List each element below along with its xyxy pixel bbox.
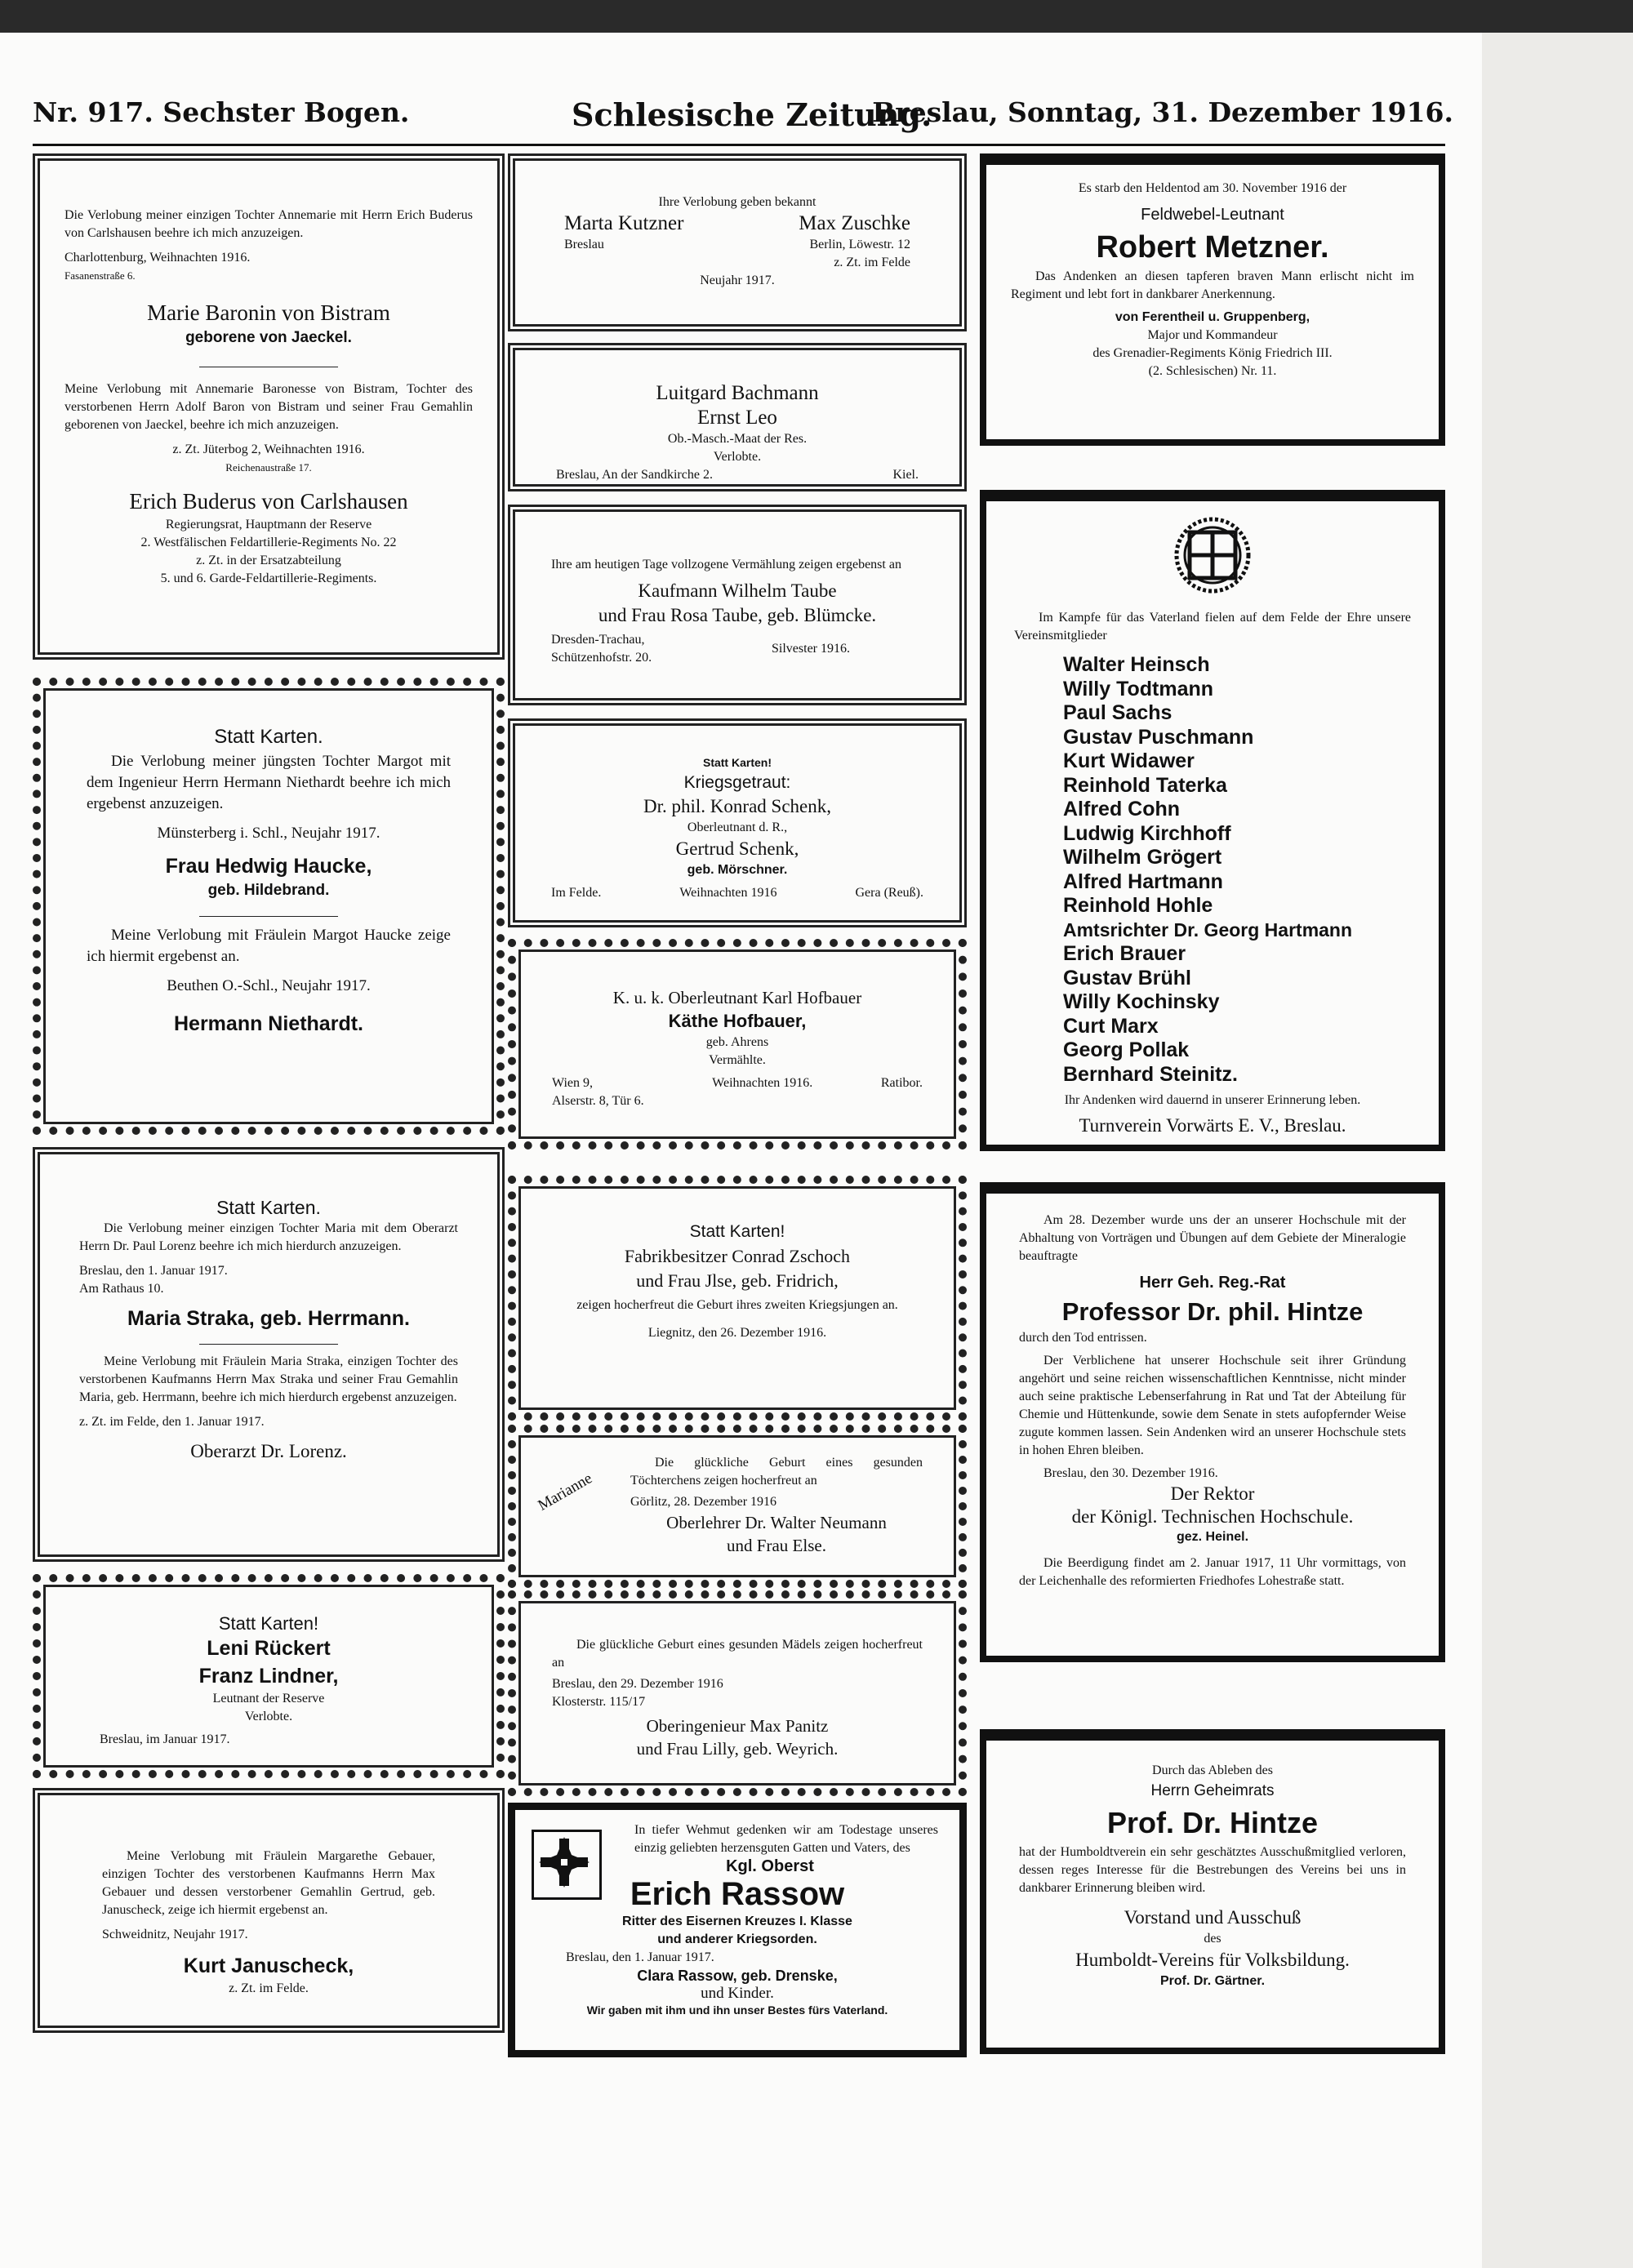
- ad-text-2: Meine Verlobung mit Fräulein Margot Haucke zeige ich hiermit ergebenst an.: [87, 927, 451, 965]
- ad-subtitle: Kriegsgetraut:: [683, 773, 791, 792]
- ad-name-2: Gertrud Schenk,: [675, 838, 799, 859]
- ad-text: Die glückliche Geburt eines gesunden Mädels zeigen hocherfreut an: [552, 1638, 923, 1670]
- ad-rank: Leutnant der Reserve: [212, 1692, 325, 1705]
- ad-signer-2: und Kinder.: [701, 1985, 774, 2002]
- ad-honor: Ritter des Eisernen Kreuzes I. Klasse: [622, 1914, 852, 1928]
- turner-cross-icon: [1173, 516, 1252, 594]
- fallen-member: Ludwig Kirchhoff: [1063, 821, 1231, 845]
- ad-name: Oberlehrer Dr. Walter Neumann: [666, 1513, 887, 1532]
- ad-text-2: Der Verblichene hat unserer Hochschule seit ihrer Gründung angehört und seine reichen wissenschaftlichen Kenntnisse, nicht minder auch seine praktische Lebenserfahrung in Rat und Tat der Abteilung für Chemie und Hüttenkunde, sowie dem Senate in stets aufopfernder Weise zugute kommen lassen. Sein Andenken wird an unserer Hochschule stets in hohen Ehren bleiben.: [1019, 1354, 1406, 1457]
- ad-place: Breslau, den 1. Januar 1917.: [79, 1264, 228, 1278]
- ad-funeral: Die Beerdigung findet am 2. Januar 1917, 11 Uhr vormittags, von der Leichenhalle des reformierten Friedhofes Lohestraße statt.: [1019, 1556, 1406, 1588]
- ad-child-name: Marianne: [535, 1470, 595, 1514]
- ad-rank: Feldwebel-Leutnant: [1141, 206, 1284, 224]
- ad-location: Im Felde.: [551, 886, 602, 900]
- ad-signer: Clara Rassow, geb. Drenske,: [637, 1968, 838, 1984]
- ad-engagement-januscheck: [33, 1788, 505, 2033]
- ad-name: Maria Straka, geb. Herrmann.: [127, 1307, 410, 1330]
- ad-engagement-straka: [33, 1147, 505, 1562]
- ad-footer: Wir gaben mit ihm und ihn unser Bestes fürs Vaterland.: [586, 2003, 888, 2017]
- ad-text: hat der Humboldtverein ein sehr geschätztes Ausschußmitglied verloren, dessen reges Interesse für die Bestrebungen des Vereins bei uns in dankbarer Erinnerung bleiben wird.: [1019, 1845, 1406, 1895]
- ad-city: Breslau: [564, 238, 604, 251]
- fallen-member: Reinhold Taterka: [1063, 773, 1227, 797]
- ad-engagement-bachmann: [508, 343, 967, 491]
- ad-signer: Vorstand und Ausschuß: [1124, 1907, 1302, 1928]
- ad-signer-2: der Königl. Technischen Hochschule.: [1071, 1506, 1354, 1527]
- fallen-member: Gustav Puschmann: [1063, 725, 1254, 749]
- ad-intro: Ihre Verlobung geben bekannt: [658, 195, 816, 209]
- ad-signer: Der Rektor: [1170, 1483, 1255, 1504]
- ad-status: Verlobte.: [244, 1710, 293, 1723]
- ad-text-2: Meine Verlobung mit Fräulein Maria Straka, einzigen Tochter des verstorbenen Kaufmanns Herrn Max Straka und seiner Frau Gemahlin Maria, geb. Herrmann, beehre ich mich hierdurch ergebenst anzuzeigen.: [79, 1354, 458, 1404]
- ad-place: Görlitz, 28. Dezember 1916: [630, 1495, 777, 1509]
- ad-name: Professor Dr. phil. Hintze: [1061, 1297, 1364, 1326]
- ad-text: zeigen hocherfreut die Geburt ihres zweiten Kriegsjungen an.: [576, 1298, 898, 1312]
- ad-title-line: Regierungsrat, Hauptmann der Reserve: [165, 518, 372, 531]
- ad-text: Die glückliche Geburt eines gesunden Töchterchens zeigen hocherfreut an: [630, 1456, 923, 1488]
- ad-address: Berlin, Löwestr. 12: [809, 238, 910, 251]
- ad-text: Die Verlobung meiner einzigen Tochter Maria mit dem Oberarzt Herrn Dr. Paul Lorenz beehre ich mich hierdurch anzuzeigen.: [79, 1221, 458, 1253]
- ad-name: Prof. Dr. Hintze: [1106, 1806, 1319, 1839]
- ad-text: Die Verlobung meiner einzigen Tochter Annemarie mit Herrn Erich Buderus von Carlshausen beehre ich mich anzuzeigen.: [65, 208, 473, 240]
- ad-address: Am Rathaus 10.: [79, 1282, 164, 1296]
- ad-address: Alserstr. 8, Tür 6.: [552, 1094, 644, 1108]
- ad-signer-4: Prof. Dr. Gärtner.: [1159, 1974, 1266, 1988]
- fallen-member: Georg Pollak: [1063, 1038, 1190, 1061]
- ad-place: Breslau, im Januar 1917.: [100, 1732, 230, 1746]
- ad-place: Breslau, den 29. Dezember 1916: [552, 1677, 723, 1691]
- ad-name: Marta Kutzner: [564, 212, 684, 234]
- ad-place-2: z. Zt. Jüterbog 2, Weihnachten 1916.: [172, 442, 365, 456]
- fallen-member: Willy Kochinsky: [1063, 990, 1220, 1013]
- ad-status: Vermählte.: [709, 1053, 766, 1067]
- ad-intro: Es starb den Heldentod am 30. November 1916 der: [1078, 181, 1347, 195]
- ad-place: Breslau, den 1. Januar 1917.: [566, 1950, 714, 1964]
- ad-place: Breslau, An der Sandkirche 2.: [556, 468, 713, 482]
- ad-name-2: Käthe Hofbauer,: [668, 1011, 807, 1031]
- fallen-member: Alfred Hartmann: [1063, 869, 1223, 893]
- ad-name: Marie Baronin von Bistram: [147, 300, 390, 325]
- ad-signer-title: Major und Kommandeur: [1147, 328, 1278, 342]
- ad-nee: geb. Hildebrand.: [207, 882, 330, 899]
- ad-memorial-rassow: [508, 1803, 967, 2057]
- ad-intro: Durch das Ableben des: [1152, 1763, 1273, 1777]
- ad-city: Gera (Reuß).: [855, 886, 923, 900]
- ad-honor-2: und anderer Kriegsorden.: [657, 1932, 817, 1946]
- ad-name: Leni Rückert: [207, 1637, 331, 1660]
- ad-place: Liegnitz, den 26. Dezember 1916.: [647, 1326, 827, 1340]
- fallen-member: Bernhard Steinitz.: [1063, 1062, 1238, 1086]
- ad-name-2: und Frau Else.: [727, 1536, 826, 1555]
- ad-engagement-kutzner: [508, 153, 967, 331]
- ad-name-2: und Frau Lilly, geb. Weyrich.: [636, 1739, 839, 1759]
- ad-birth-zschoch: [508, 1176, 967, 1421]
- ad-engagement-rueckert: [33, 1574, 505, 1778]
- ad-obituary-turnverein: [980, 490, 1445, 1151]
- ad-name: Frau Hedwig Haucke,: [165, 855, 372, 878]
- ad-rank: Herr Geh. Reg.-Rat: [1139, 1274, 1286, 1292]
- ad-title: Statt Karten!: [689, 1222, 785, 1241]
- fallen-member: Erich Brauer: [1063, 942, 1186, 965]
- ad-wartime-wedding-schenk: [508, 718, 967, 927]
- ad-text-2: Meine Verlobung mit Annemarie Baronesse von Bistram, Tochter des verstorbenen Herrn Adolf Baron von Bistram und seiner Frau Gemahlin geborenen von Jaeckel, beehre ich mich anzuzeigen.: [65, 382, 473, 432]
- ad-text: Das Andenken an diesen tapferen braven Mann erlischt nicht im Regiment und lebt fort in dankbarer Anerkennung.: [1011, 269, 1414, 301]
- fallen-member: Wilhelm Grögert: [1063, 846, 1222, 869]
- ad-obituary-hintze-hochschule: [980, 1182, 1445, 1662]
- fallen-member: Reinhold Hohle: [1063, 894, 1213, 917]
- ad-name-2: Franz Lindner,: [198, 1665, 339, 1688]
- ad-nee: geb. Ahrens: [705, 1035, 769, 1049]
- fallen-member: Kurt Widawer: [1063, 749, 1195, 772]
- ad-address-2: Reichenaustraße 17.: [225, 461, 312, 474]
- ad-name: Fabrikbesitzer Conrad Zschoch: [624, 1246, 851, 1266]
- ad-intro: Im Kampfe für das Vaterland fielen auf dem Felde der Ehre unsere Vereinsmitglieder: [1014, 611, 1411, 643]
- fallen-member: Paul Sachs: [1063, 701, 1172, 724]
- issue-date: Breslau, Sonntag, 31. Dezember 1916.: [872, 96, 1453, 128]
- ad-engagement-bistram: [33, 153, 505, 660]
- header-rule: [33, 144, 1445, 146]
- page-edge-shadow: [1482, 0, 1633, 2268]
- ad-location: z. Zt. im Felde: [834, 256, 910, 269]
- ad-place: Schweidnitz, Neujahr 1917.: [102, 1928, 248, 1941]
- ad-rank: Herrn Geheimrats: [1150, 1782, 1275, 1799]
- ad-name: Erich Rassow: [630, 1876, 845, 1912]
- ad-name-2: und Frau Jlse, geb. Fridrich,: [636, 1270, 839, 1291]
- ad-place: Charlottenburg, Weihnachten 1916.: [65, 251, 251, 265]
- newspaper-title: Schlesische Zeitung.: [572, 96, 932, 133]
- ad-obituary-hintze-humboldt: [980, 1729, 1445, 2054]
- ad-city: Dresden-Trachau,: [551, 633, 645, 647]
- ad-rank: Ob.-Masch.-Maat der Res.: [667, 432, 808, 446]
- ad-name-2: Ernst Leo: [697, 407, 777, 429]
- ad-signer: Turnverein Vorwärts E. V., Breslau.: [1079, 1115, 1346, 1136]
- masthead: [33, 96, 1453, 144]
- ad-title: Statt Karten.: [216, 1197, 321, 1218]
- ad-subtitle: z. Zt. im Felde.: [229, 1981, 309, 1995]
- ad-memory-line: Ihr Andenken wird dauernd in unserer Erinnerung leben.: [1064, 1093, 1361, 1107]
- ad-title-line: 5. und 6. Garde-Feldartillerie-Regiments.: [160, 571, 377, 585]
- ad-address: Fasanenstraße 6.: [65, 269, 136, 282]
- fallen-member: Amtsrichter Dr. Georg Hartmann: [1063, 918, 1353, 941]
- ad-obituary-metzner: [980, 153, 1445, 446]
- fallen-member: Curt Marx: [1063, 1014, 1159, 1038]
- ad-text: Meine Verlobung mit Fräulein Margarethe Gebauer, einzigen Tochter des verstorbenen Kaufmanns Herrn Max Gebauer und dessen verstorbener Gemahlin Gertrud, geb. Januscheck, zeige ich hiermit ergebenst an.: [102, 1849, 435, 1917]
- ad-text: In tiefer Wehmut gedenken wir am Todestage unseres einzig geliebten herzensguten Gatten und Vaters, des: [634, 1823, 938, 1855]
- issue-number: Nr. 917. Sechster Bogen.: [33, 96, 410, 128]
- ad-wedding-hofbauer: [508, 939, 967, 1150]
- ad-engagement-haucke: [33, 678, 505, 1135]
- fallen-member: Alfred Cohn: [1063, 798, 1181, 820]
- ad-date: Weihnachten 1916.: [712, 1076, 813, 1090]
- ad-name: K. u. k. Oberleutnant Karl Hofbauer: [612, 988, 862, 1007]
- ad-signer-2: des: [1204, 1932, 1221, 1946]
- turnverein-emblem: [1173, 516, 1252, 594]
- fallen-member: Walter Heinsch: [1063, 653, 1210, 676]
- ad-title: Statt Karten!: [218, 1613, 319, 1634]
- ad-signer-title-3: (2. Schlesischen) Nr. 11.: [1148, 364, 1277, 378]
- ad-name-2: Oberarzt Dr. Lorenz.: [190, 1441, 347, 1461]
- ad-name-2: und Frau Rosa Taube, geb. Blümcke.: [598, 605, 877, 625]
- ad-city-2: Ratibor.: [880, 1076, 923, 1090]
- ad-name: Kurt Januscheck,: [183, 1954, 354, 1977]
- ad-place: Münsterberg i. Schl., Neujahr 1917.: [157, 825, 380, 842]
- ad-date: Silvester 1916.: [772, 642, 850, 656]
- ad-death-line: durch den Tod entrissen.: [1019, 1331, 1147, 1345]
- ad-wedding-taube: [508, 505, 967, 705]
- ad-text: Am 28. Dezember wurde uns der an unserer Hochschule mit der Abhaltung von Vorträgen und Übungen auf dem Gebiete der Mineralogie beauftragte: [1019, 1213, 1406, 1263]
- scan-top-edge: [0, 0, 1633, 33]
- iron-cross-icon: [534, 1832, 594, 1892]
- ad-address: Klosterstr. 115/17: [552, 1695, 646, 1709]
- ad-title-line: 2. Westfälischen Feldartillerie-Regiments No. 22: [140, 536, 397, 549]
- ad-name-2: Max Zuschke: [799, 212, 910, 234]
- ad-place-2: Beuthen O.-Schl., Neujahr 1917.: [167, 977, 371, 994]
- ad-status: Verlobte.: [713, 450, 762, 464]
- ad-place-2: z. Zt. im Felde, den 1. Januar 1917.: [79, 1415, 265, 1429]
- ad-date: Weihnachten 1916: [679, 886, 777, 900]
- fallen-member: Willy Todtmann: [1063, 677, 1214, 700]
- ad-signer-3: Humboldt-Vereins für Volksbildung.: [1075, 1950, 1350, 1970]
- ad-date: Neujahr 1917.: [700, 273, 775, 287]
- ad-name-2: Erich Buderus von Carlshausen: [129, 489, 408, 514]
- ad-place: Breslau, den 30. Dezember 1916.: [1043, 1466, 1218, 1480]
- ad-city: Kiel.: [892, 468, 919, 482]
- iron-cross-frame: [532, 1830, 602, 1900]
- fallen-members-list: [1014, 653, 1411, 1087]
- ad-signer-3: gez. Heinel.: [1176, 1530, 1249, 1544]
- ad-rank: Kgl. Oberst: [726, 1857, 814, 1875]
- ad-name: Kaufmann Wilhelm Taube: [638, 580, 837, 601]
- ad-name: Oberingenieur Max Panitz: [646, 1716, 829, 1736]
- fallen-member: Gustav Brühl: [1063, 966, 1191, 989]
- ad-birth-panitz: [508, 1590, 967, 1796]
- ad-title-line: z. Zt. in der Ersatzabteilung: [196, 554, 341, 567]
- ad-signer-title-2: des Grenadier-Regiments König Friedrich III.: [1092, 346, 1333, 360]
- ad-text: Die Verlobung meiner jüngsten Tochter Margot mit dem Ingenieur Herrn Hermann Niethardt beehre ich mich ergebenst anzuzeigen.: [87, 753, 451, 812]
- ad-title: Statt Karten.: [214, 726, 323, 748]
- ad-nee: geb. Mörschner.: [687, 863, 788, 877]
- ad-address: Schützenhofstr. 20.: [551, 651, 652, 665]
- ad-name-2: Hermann Niethardt.: [174, 1012, 363, 1035]
- ad-name: Dr. phil. Konrad Schenk,: [643, 796, 831, 816]
- ad-city: Wien 9,: [552, 1076, 594, 1090]
- ad-birth-neumann: [508, 1425, 967, 1588]
- ad-title: Statt Karten!: [702, 756, 772, 769]
- ad-signer: von Ferentheil u. Gruppenberg,: [1115, 310, 1310, 324]
- ad-intro: Ihre am heutigen Tage vollzogene Vermählung zeigen ergebenst an: [551, 558, 901, 571]
- ad-nee: geborene von Jaeckel.: [185, 329, 352, 346]
- ad-rank: Oberleutnant d. R.,: [687, 820, 788, 834]
- ad-name: Robert Metzner.: [1096, 230, 1329, 265]
- ad-name: Luitgard Bachmann: [656, 382, 819, 404]
